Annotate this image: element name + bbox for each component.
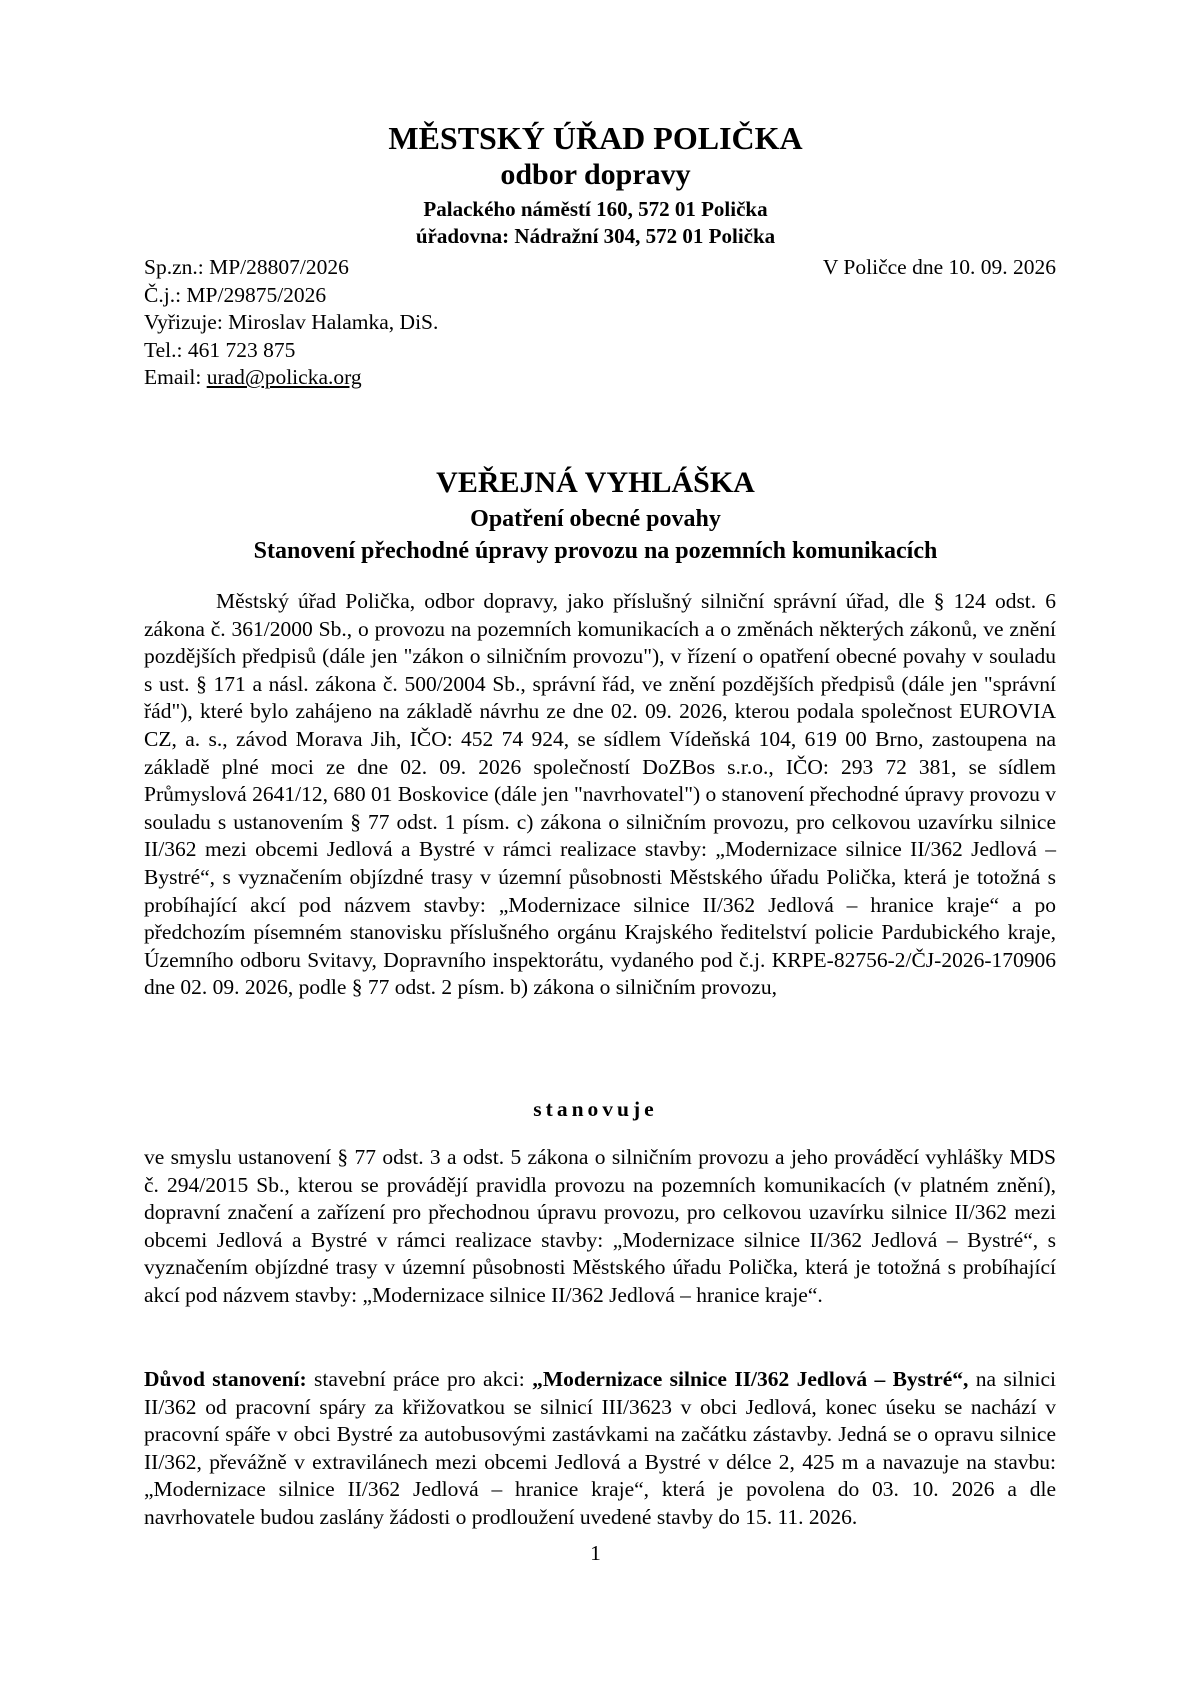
email-link[interactable]: urad@policka.org (206, 365, 362, 389)
department-name: odbor dopravy (500, 158, 691, 191)
stanovuje-heading: stanovuje (533, 1097, 658, 1121)
reason-intro: stavební práce pro akci: (306, 1367, 533, 1391)
email-label: Email: (144, 365, 207, 389)
office-name: MĚSTSKÝ ÚŘAD POLIČKA (388, 120, 803, 156)
email-line (144, 364, 438, 392)
file-reference: Sp.zn.: MP/28807/2026 (144, 255, 349, 279)
notice-subject: Stanovení přechodné úpravy provozu na pozemních komunikacích (253, 538, 938, 564)
page-number: 1 (590, 1541, 601, 1565)
office-address: Palackého náměstí 160, 572 01 Polička (423, 197, 768, 221)
reason-text: na silnici II/362 od pracovní spáry za křižovatkou se silnicí III/3623 v obci Jedlová, konec úseku se nachází v pracovní spáře v obci Bystré za autobusovými zastávkami na začátku zástavby. Jedná se o opravu silnice II/362, převážně v extravilánech mezi obcemi Jedlová a Bystré v délce 2, 425 m a navazuje na stavbu: „Modernizace silnice II/362 Jedlová – hranice kraje“, která je povolena do 03. 10. 2026 a dle navrhovatele budou zaslány žádosti o prodloužení uvedené stavby do 15. 11. 2026. (144, 1367, 1056, 1529)
notice-title: VEŘEJNÁ VYHLÁŠKA (436, 466, 755, 499)
paragraph-decision: ve smyslu ustanovení § 77 odst. 3 a odst. 5 zákona o silničním provozu a jeho prováděcí vyhlášky MDS č. 294/2015 Sb., kterou se provádějí pravidla provozu na pozemních komunikacích (v platném znění), dopravní značení a zařízení pro přechodnou úpravu provozu, pro celkovou uzavírku silnice II/362 mezi obcemi Jedlová a Bystré v rámci realizace stavby: „Modernizace silnice II/362 Jedlová – Bystré“, s vyznačením objízdné trasy v územní působnosti Městského úřadu Polička, která je totožná s probíhající akcí pod názvem stavby: „Modernizace silnice II/362 Jedlová – hranice kraje“. (144, 1145, 1056, 1307)
reason-project: „Modernizace silnice II/362 Jedlová – Bystré“, (532, 1367, 969, 1391)
document-reference: Č.j.: MP/29875/2026 (144, 282, 327, 307)
paragraph-intro: Městský úřad Polička, odbor dopravy, jako příslušný silniční správní úřad, dle § 124 odst. 6 zákona č. 361/2000 Sb., o provozu na pozemních komunikacích a o změnách některých zákonů, ve znění pozdějších předpisů (dále jen "zákon o silničním provozu"), v řízení o opatření obecné povahy v souladu s ust. § 171 a násl. zákona č. 500/2004 Sb., správní řád, ve znění pozdějších předpisů (dále jen "správní řád"), které bylo zahájeno na základě návrhu ze dne 02. 09. 2026, kterou podala společnost EUROVIA CZ, a. s., závod Morava Jih, IČO: 452 74 924, se sídlem Vídeňská 104, 619 00 Brno, zastoupena na základě plné moci ze dne 02. 09. 2026 společností DoZBos s.r.o., IČO: 293 72 381, se sídlem Průmyslová 2641/12, 680 01 Boskovice (dále jen "navrhovatel") o stanovení přechodné úpravy provozu v souladu s ustanovením § 77 odst. 1 písm. c) zákona o silničním provozu, pro celkovou uzavírku silnice II/362 mezi obcemi Jedlová a Bystré v rámci realizace stavby: „Modernizace silnice II/362 Jedlová – Bystré“, s vyznačením objízdné trasy v územní působnosti Městského úřadu Polička, která je totožná s probíhající akcí pod názvem stavby: „Modernizace silnice II/362 Jedlová – hranice kraje“ a po předchozím písemném stanovisku příslušného orgánu Krajského ředitelství policie Pardubického kraje, Územního odboru Svitavy, Dopravního inspektorátu, vydaného pod č.j. KRPE-82756-2/ČJ-2026-170906 dne 02. 09. 2026, podle § 77 odst. 2 písm. b) zákona o silničním provozu, (144, 589, 1056, 1000)
notice-subtitle: Opatření obecné povahy (470, 506, 721, 532)
reason-label: Důvod stanovení: (144, 1367, 307, 1391)
paragraph-reason (144, 1366, 1056, 1532)
office-branch-address: úřadovna: Nádražní 304, 572 01 Polička (415, 224, 776, 248)
document-date: V Poličce dne 10. 09. 2026 (822, 255, 1056, 279)
phone: Tel.: 461 723 875 (144, 337, 296, 362)
handled-by: Vyřizuje: Miroslav Halamka, DiS. (144, 310, 439, 334)
reference-block (144, 254, 438, 392)
